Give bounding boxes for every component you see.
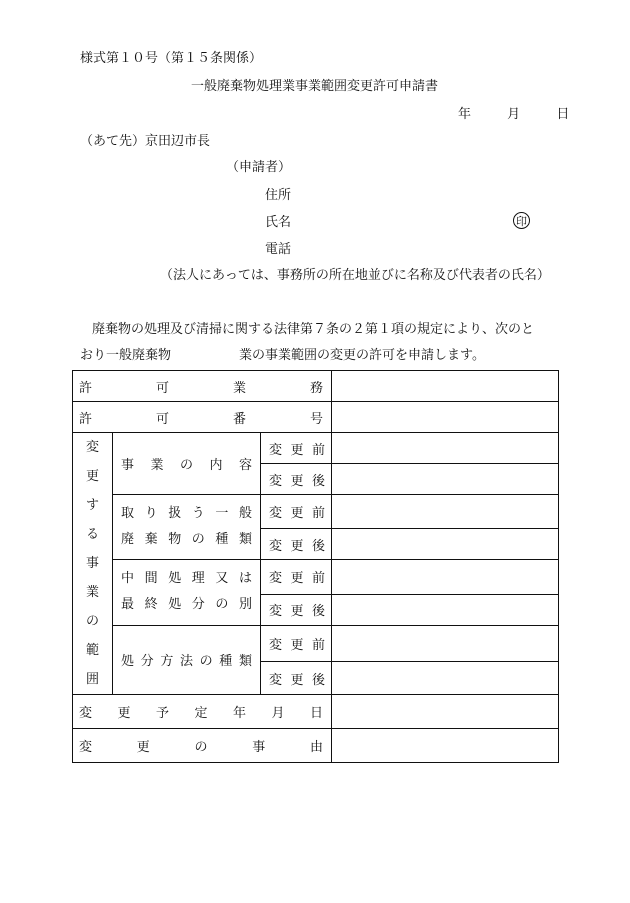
label-char: 分 <box>140 654 154 670</box>
label-char: 変 <box>269 473 283 489</box>
label-waste-type <box>113 495 261 560</box>
seal-icon: 印 <box>513 212 530 229</box>
label-char: 事 <box>252 740 266 755</box>
label-char: 更 <box>290 672 304 688</box>
label-char: う <box>191 506 205 522</box>
label-method-before <box>261 625 332 661</box>
vertical-label-char: 範 <box>85 643 99 658</box>
document-title: 一般廃棄物処理業事業範囲変更許可申請書 <box>191 79 439 94</box>
label-char: 類 <box>238 532 252 548</box>
label-char: 予 <box>156 706 170 721</box>
phone-label: 電話 <box>265 242 292 257</box>
label-char: の <box>199 654 213 670</box>
label-char: 更 <box>290 506 304 522</box>
label-char: 後 <box>312 538 326 554</box>
label-char: 中 <box>121 571 135 587</box>
value-waste-before[interactable] <box>332 495 559 529</box>
label-char: 更 <box>290 571 304 587</box>
label-char: 処 <box>168 571 182 587</box>
label-char: 処 <box>168 597 182 613</box>
label-char: 変 <box>269 571 283 587</box>
address-label: 住所 <box>265 188 292 203</box>
label-char: 法 <box>179 654 193 670</box>
value-permit-business[interactable] <box>332 371 559 402</box>
label-char: 更 <box>290 442 304 458</box>
label-char: 種 <box>215 532 229 548</box>
label-char: 年 <box>233 706 247 721</box>
application-table <box>72 370 559 763</box>
label-char: 後 <box>312 672 326 688</box>
label-permit-number <box>73 402 332 433</box>
value-change-reason[interactable] <box>332 729 559 763</box>
label-char: 更 <box>290 637 304 653</box>
name-label: 氏名 <box>265 215 292 230</box>
label-char: の <box>179 458 193 473</box>
vertical-label-char: 囲 <box>85 672 99 687</box>
label-char: 容 <box>238 458 252 473</box>
label-char: は <box>238 571 252 587</box>
label-char: 理 <box>191 571 205 587</box>
label-class-before <box>261 560 332 594</box>
body-line-2b: 業の事業範囲の変更の許可を申請します。 <box>239 348 485 363</box>
label-char: 変 <box>79 740 93 755</box>
body-line-2a: おり一般廃棄物 <box>80 348 172 363</box>
label-char: 許 <box>79 411 93 427</box>
vertical-label-char: 更 <box>85 469 99 484</box>
value-method-before[interactable] <box>332 625 559 661</box>
label-char: 変 <box>269 506 283 522</box>
label-disposal-class <box>113 560 261 625</box>
label-class-after <box>261 594 332 625</box>
label-char: 日 <box>310 706 324 721</box>
label-char: 前 <box>312 506 326 522</box>
label-char: 変 <box>79 706 93 721</box>
vertical-label-char: の <box>85 614 99 629</box>
corporate-note: （法人にあっては、事務所の所在地並びに名称及び代表者の氏名） <box>160 268 550 283</box>
value-class-after[interactable] <box>332 594 559 625</box>
label-char: 終 <box>144 597 158 613</box>
label-content-after <box>261 464 332 495</box>
label-disposal-method <box>113 625 261 694</box>
label-char: の <box>215 597 229 613</box>
label-char: 由 <box>310 740 324 755</box>
label-char: 後 <box>312 604 326 620</box>
label-business-content <box>113 433 261 495</box>
label-char: 処 <box>121 654 135 670</box>
label-char: 最 <box>121 597 135 613</box>
vertical-label-char: 変 <box>85 440 99 455</box>
label-char: 月 <box>271 706 285 721</box>
label-char: 更 <box>290 538 304 554</box>
label-char: 廃 <box>121 532 135 548</box>
label-char: 号 <box>310 411 324 427</box>
form-number: 様式第１０号（第１５条関係） <box>80 51 263 66</box>
label-char: 類 <box>238 654 252 670</box>
vertical-label-char: る <box>85 527 99 542</box>
label-char: 分 <box>191 597 205 613</box>
label-method-after <box>261 662 332 695</box>
label-change-reason <box>73 729 332 763</box>
label-char: 事 <box>121 458 135 473</box>
applicant-label: （申請者） <box>226 160 292 175</box>
label-char: 更 <box>290 473 304 489</box>
value-waste-after[interactable] <box>332 529 559 560</box>
vertical-label-char: 事 <box>85 556 99 571</box>
vertical-label-char: す <box>85 498 99 513</box>
label-char: 後 <box>312 473 326 489</box>
label-char: 更 <box>290 604 304 620</box>
label-char: 取 <box>121 506 135 522</box>
label-char: の <box>194 740 208 755</box>
label-char: 可 <box>156 380 170 396</box>
value-content-before[interactable] <box>332 433 559 464</box>
label-char: 一 <box>215 506 229 522</box>
label-char: り <box>144 506 158 522</box>
value-method-after[interactable] <box>332 662 559 695</box>
label-char: 更 <box>136 740 150 755</box>
label-char: 業 <box>233 380 247 396</box>
label-content-before <box>261 433 332 464</box>
label-char: 可 <box>156 411 170 427</box>
label-scheduled-date <box>73 695 332 729</box>
label-char: 別 <box>238 597 252 613</box>
label-char: 変 <box>269 672 283 688</box>
label-char: 棄 <box>144 532 158 548</box>
label-char: 番 <box>233 411 247 427</box>
date-month: 月 <box>507 107 521 122</box>
label-char: 扱 <box>168 506 182 522</box>
body-line-2 <box>80 348 485 364</box>
value-scheduled-date[interactable] <box>332 695 559 729</box>
label-char: 定 <box>194 706 208 721</box>
date-line <box>458 107 569 123</box>
label-char: の <box>191 532 205 548</box>
date-day: 日 <box>556 107 570 122</box>
value-permit-number[interactable] <box>332 402 559 433</box>
label-char: 前 <box>312 637 326 653</box>
label-char: 物 <box>168 532 182 548</box>
label-char: 変 <box>269 604 283 620</box>
label-char: 変 <box>269 637 283 653</box>
value-content-after[interactable] <box>332 464 559 495</box>
label-waste-after <box>261 529 332 560</box>
label-char: 般 <box>238 506 252 522</box>
label-char: 又 <box>215 571 229 587</box>
label-char: 務 <box>310 380 324 396</box>
vertical-label-char: 業 <box>85 585 99 600</box>
label-char: 変 <box>269 442 283 458</box>
label-char: 種 <box>219 654 233 670</box>
label-char: 前 <box>312 571 326 587</box>
label-char: 業 <box>150 458 164 473</box>
label-char: 間 <box>144 571 158 587</box>
body-line-1: 廃棄物の処理及び清掃に関する法律第７条の２第１項の規定により、次のと <box>92 322 535 337</box>
label-char: 更 <box>117 706 131 721</box>
value-class-before[interactable] <box>332 560 559 594</box>
label-char: 方 <box>160 654 174 670</box>
addressee: （あて先）京田辺市長 <box>80 134 211 149</box>
label-permit-business <box>73 371 332 402</box>
label-char: 内 <box>209 458 223 473</box>
label-char: 許 <box>79 380 93 396</box>
date-year: 年 <box>458 107 472 122</box>
label-changed-scope <box>73 433 113 695</box>
label-char: 前 <box>312 442 326 458</box>
label-char: 変 <box>269 538 283 554</box>
label-waste-before <box>261 495 332 529</box>
